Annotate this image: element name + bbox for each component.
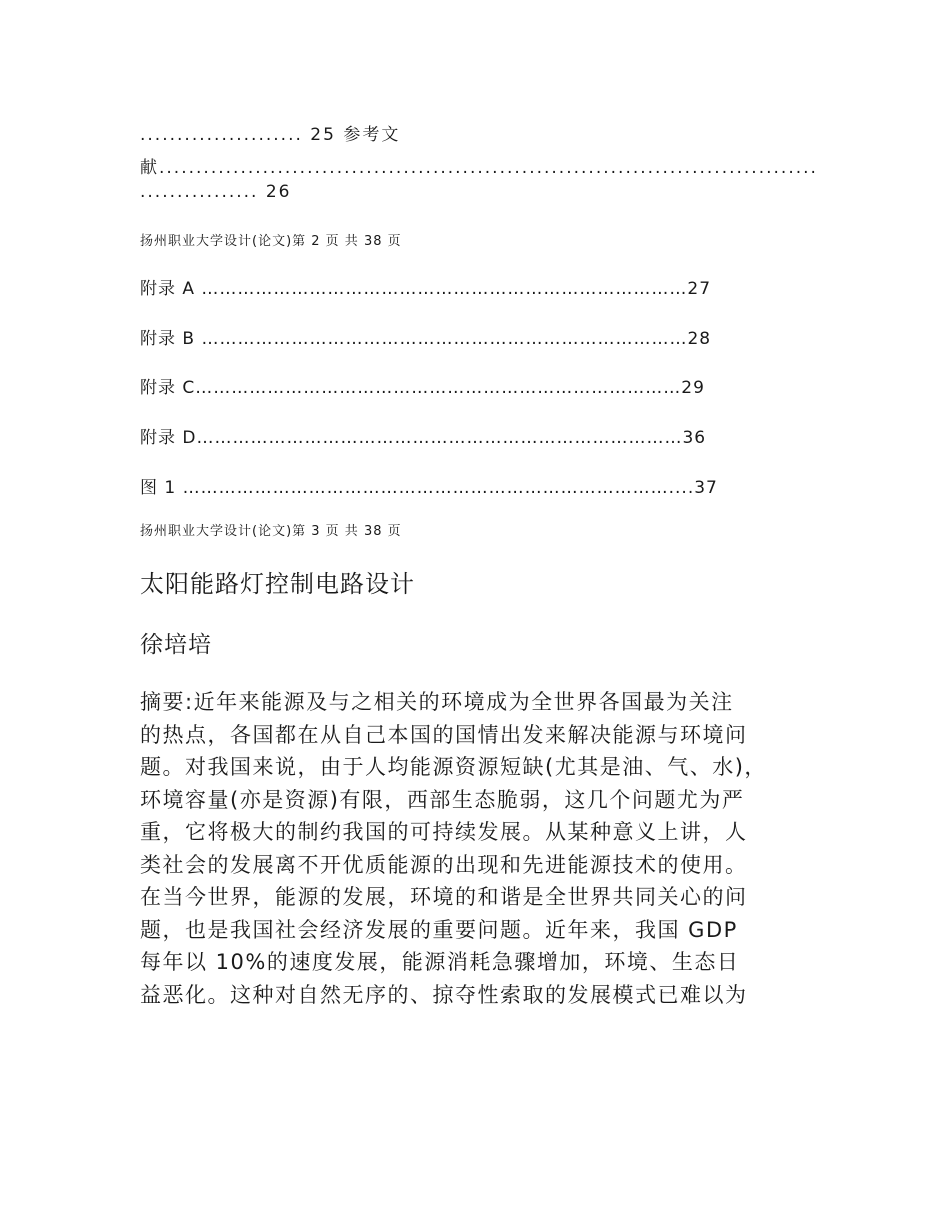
page-footer-2: 扬州职业大学设计(论文)第 2 页 共 38 页 [140,234,402,249]
abstract-line: 题。对我国来说，由于人均能源资源短缺(尤其是油、气、水)， [140,755,767,779]
abstract-line: 在当今世界，能源的发展，环境的和谐是全世界共同关心的问 [140,885,748,909]
abstract-line: 类社会的发展离不开优质能源的出现和先进能源技术的使用。 [140,852,748,877]
toc-entry-appendix-a: 附录 A ………………………………………………………………………27 [140,279,712,299]
abstract-line: 每年以 10%的速度发展，能源消耗急骤增加，环境、生态日 [140,950,740,974]
abstract-line: 益恶化。这种对自然无序的、掠夺性索取的发展模式已难以为 [140,982,748,1007]
author-name: 徐培培 [140,632,212,658]
abstract-line: 摘要:近年来能源及与之相关的环境成为全世界各国最为关注 [140,690,734,714]
toc-entry-appendix-d: 附录 D………………………………………………………………………36 [140,428,707,448]
abstract-line: 环境容量(亦是资源)有限，西部生态脆弱，这几个问题尤为严 [140,787,745,812]
toc-entry-figure-1: 图 1 ………………………………………………………………………....37 [140,478,718,498]
abstract-line: 重，它将极大的制约我国的可持续发展。从某种意义上讲，人 [140,820,748,844]
abstract-line: 题，也是我国社会经济发展的重要问题。近年来，我国 GDP [140,917,738,942]
toc-entry-appendix-b: 附录 B ………………………………………………………………………28 [140,329,712,349]
toc-continued-line-2: 献......................................................................................... [140,158,818,178]
toc-entry-appendix-c: 附录 C………………………………………………………………………29 [140,378,705,398]
abstract-paragraph [140,686,767,1011]
abstract-line: 的热点，各国都在从自己本国的国情出发来解决能源与环境问 [140,722,748,747]
toc-continued-line-3: ................ 26 [140,182,292,202]
page-footer-3: 扬州职业大学设计(论文)第 3 页 共 38 页 [140,524,402,539]
document-title: 太阳能路灯控制电路设计 [140,570,415,598]
toc-continued-line-1: ...................... 25 参考文 [140,125,401,145]
